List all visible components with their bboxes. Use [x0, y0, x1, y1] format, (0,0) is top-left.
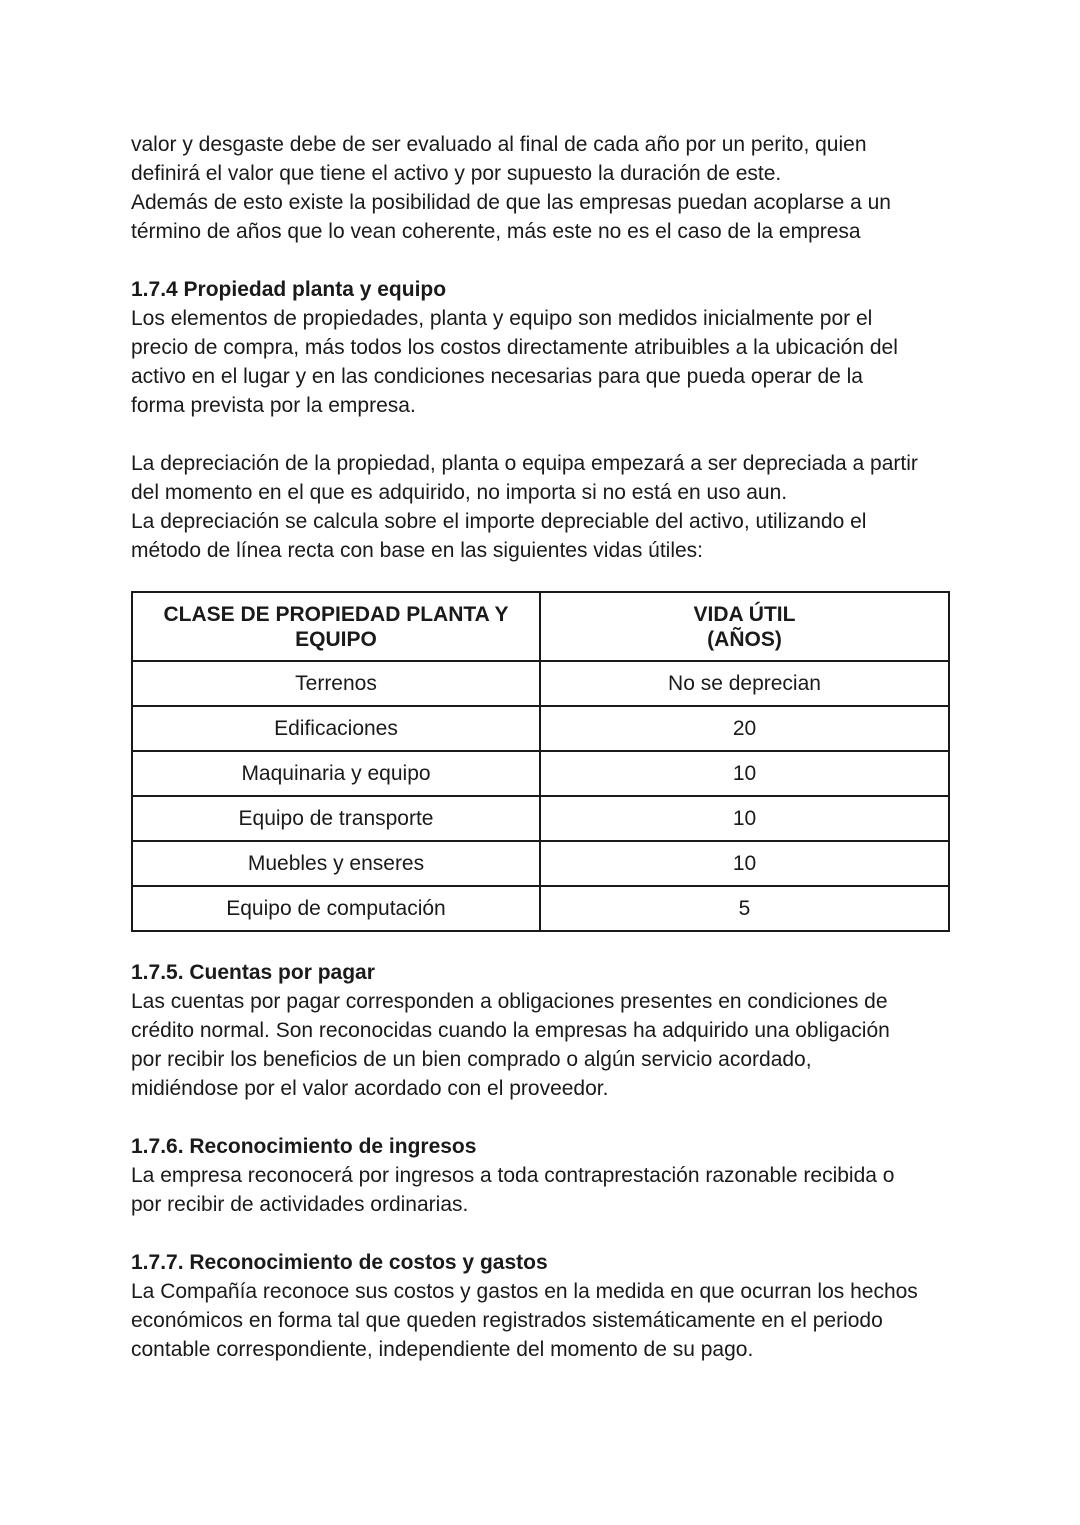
table-header-row: [132, 592, 949, 661]
section-heading-177: 1.7.7. Reconocimiento de costos y gastos: [131, 1251, 548, 1274]
section-174-paragraph-1: Los elementos de propiedades, planta y equipo son medidos inicialmente por el precio de compra, más todos los costos directamente atribuibles a la ubicación del activo en el lugar y en las condiciones necesarias para que pueda operar de la forma prevista por la empresa.: [131, 307, 898, 417]
table-cell-life: 5: [540, 886, 949, 931]
useful-life-table: [131, 591, 950, 932]
table-cell-class: Equipo de transporte: [132, 796, 540, 841]
table-cell-life: 10: [540, 841, 949, 886]
table-cell-class: Edificaciones: [132, 706, 540, 751]
table-cell-life: 10: [540, 751, 949, 796]
table-row: [132, 661, 949, 706]
section-176-paragraph: La empresa reconocerá por ingresos a toda contraprestación razonable recibida o por recibir de actividades ordinarias.: [131, 1164, 895, 1216]
table-header-life: [540, 592, 949, 661]
section-heading-175: 1.7.5. Cuentas por pagar: [131, 961, 375, 984]
section-174-paragraph-2: La depreciación de la propiedad, planta o equipa empezará a ser depreciada a partir del momento en el que es adquirido, no importa si no está en uso aun. La depreciación se calcula sobre el importe depreciable del activo, utilizando el método de línea recta con base en las siguientes vidas útiles:: [131, 452, 918, 562]
section-heading-174: 1.7.4 Propiedad planta y equipo: [131, 278, 447, 301]
table-cell-class: Muebles y enseres: [132, 841, 540, 886]
table-row: [132, 886, 949, 931]
table-header-class-label: CLASE DE PROPIEDAD PLANTA Y EQUIPO: [163, 602, 509, 651]
table-row: [132, 751, 949, 796]
table-row: [132, 796, 949, 841]
section-heading-176: 1.7.6. Reconocimiento de ingresos: [131, 1135, 477, 1158]
table-cell-life: 10: [540, 796, 949, 841]
section-177-paragraph: La Compañía reconoce sus costos y gastos en la medida en que ocurran los hechos económicos en forma tal que queden registrados sistemáticamente en el periodo contable correspondiente, independiente del momento de su pago.: [131, 1280, 918, 1361]
table-header-life-label: VIDA ÚTIL (AÑOS): [693, 602, 796, 651]
table-row: [132, 706, 949, 751]
table-cell-life: 20: [540, 706, 949, 751]
table-cell-life: No se deprecian: [540, 661, 949, 706]
table-cell-class: Equipo de computación: [132, 886, 540, 931]
table-cell-class: Maquinaria y equipo: [132, 751, 540, 796]
intro-paragraph: valor y desgaste debe de ser evaluado al final de cada año por un perito, quien definirá el valor que tiene el activo y por supuesto la duración de este. Además de esto existe la posibilidad de que las empresas puedan acoplarse a un término de años que lo vean coherente, más este no es el caso de la empresa: [131, 133, 891, 243]
document-page: [131, 130, 961, 1364]
table-header-class: [132, 592, 540, 661]
table-cell-class: Terrenos: [132, 661, 540, 706]
table-row: [132, 841, 949, 886]
section-175-paragraph: Las cuentas por pagar corresponden a obligaciones presentes en condiciones de crédito normal. Son reconocidas cuando la empresas ha adquirido una obligación por recibir los beneficios de un bien comprado o algún servicio acordado, midiéndose por el valor acordado con el proveedor.: [131, 990, 890, 1100]
